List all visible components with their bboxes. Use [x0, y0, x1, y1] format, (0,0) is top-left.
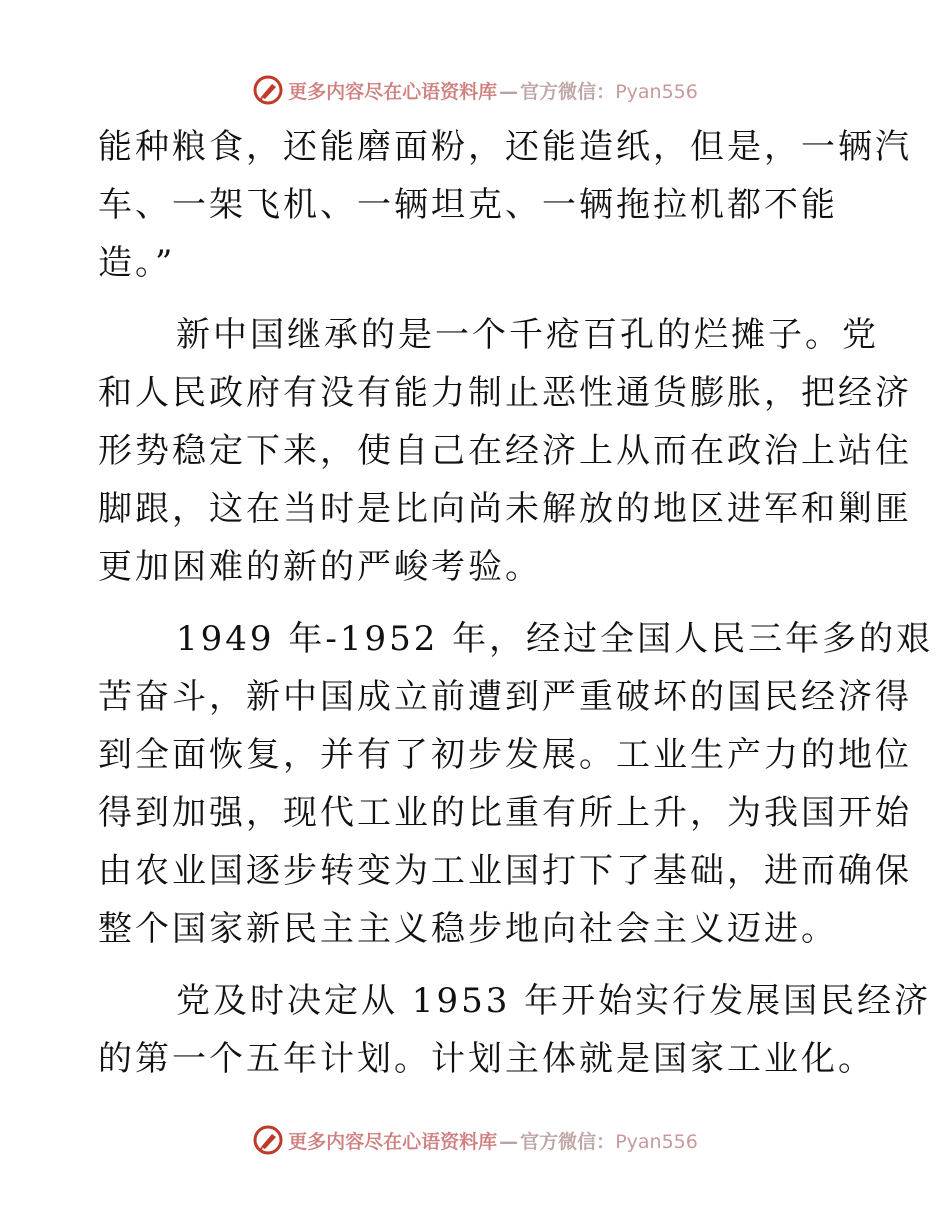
- text-line: 和人民政府有没有能力制止恶性通货膨胀，把经济: [98, 373, 912, 413]
- watermark-main: 更多内容尽在心语资料库: [288, 80, 498, 103]
- watermark-dash: —: [499, 80, 519, 103]
- paragraph-3: [98, 610, 934, 958]
- watermark-id: Pyan556: [615, 80, 698, 103]
- text-line: 到全面恢复，并有了初步发展。工业生产力的地位: [98, 735, 912, 775]
- text-line: 的第一个五年计划。计划主体就是国家工业化。: [98, 1039, 875, 1079]
- watermark-text: [288, 77, 698, 104]
- pen-logo-icon: [252, 74, 284, 106]
- paragraph-1: [98, 118, 912, 292]
- text-line: 整个国家新民主主义稳步地向社会主义迈进。: [98, 909, 838, 949]
- watermark-sub: 官方微信：: [520, 80, 616, 103]
- text-line: 车、一架飞机、一辆坦克、一辆拖拉机都不能: [98, 185, 838, 225]
- text-line: 脚跟，这在当时是比向尚未解放的地区进军和剿匪: [98, 489, 912, 529]
- text-line: 能种粮食，还能磨面粉，还能造纸，但是，一辆汽: [98, 127, 912, 167]
- text-line: 1949 年-1952 年，经过全国人民三年多的艰: [176, 619, 934, 659]
- watermark-main: 更多内容尽在心语资料库: [288, 1130, 498, 1153]
- watermark-text: [288, 1127, 698, 1154]
- watermark-footer: [0, 1120, 950, 1160]
- paragraph-2: [98, 306, 912, 596]
- text-line: 更加困难的新的严峻考验。: [98, 547, 542, 587]
- watermark-header: [0, 70, 950, 110]
- text-line: 形势稳定下来，使自己在经济上从而在政治上站住: [98, 431, 912, 471]
- text-line: 党及时决定从 1953 年开始实行发展国民经济: [176, 981, 932, 1021]
- text-line: 造。”: [98, 243, 176, 283]
- text-line: 新中国继承的是一个千疮百孔的烂摊子。党: [176, 315, 879, 355]
- document-body: [98, 118, 934, 1102]
- text-line: 苦奋斗，新中国成立前遭到严重破坏的国民经济得: [98, 677, 912, 717]
- watermark-dash: —: [499, 1130, 519, 1153]
- pen-logo-icon: [252, 1124, 284, 1156]
- text-line: 由农业国逐步转变为工业国打下了基础，进而确保: [98, 851, 912, 891]
- text-line: 得到加强，现代工业的比重有所上升，为我国开始: [98, 793, 912, 833]
- watermark-sub: 官方微信：: [520, 1130, 616, 1153]
- watermark-id: Pyan556: [615, 1130, 698, 1153]
- paragraph-4: [98, 972, 932, 1088]
